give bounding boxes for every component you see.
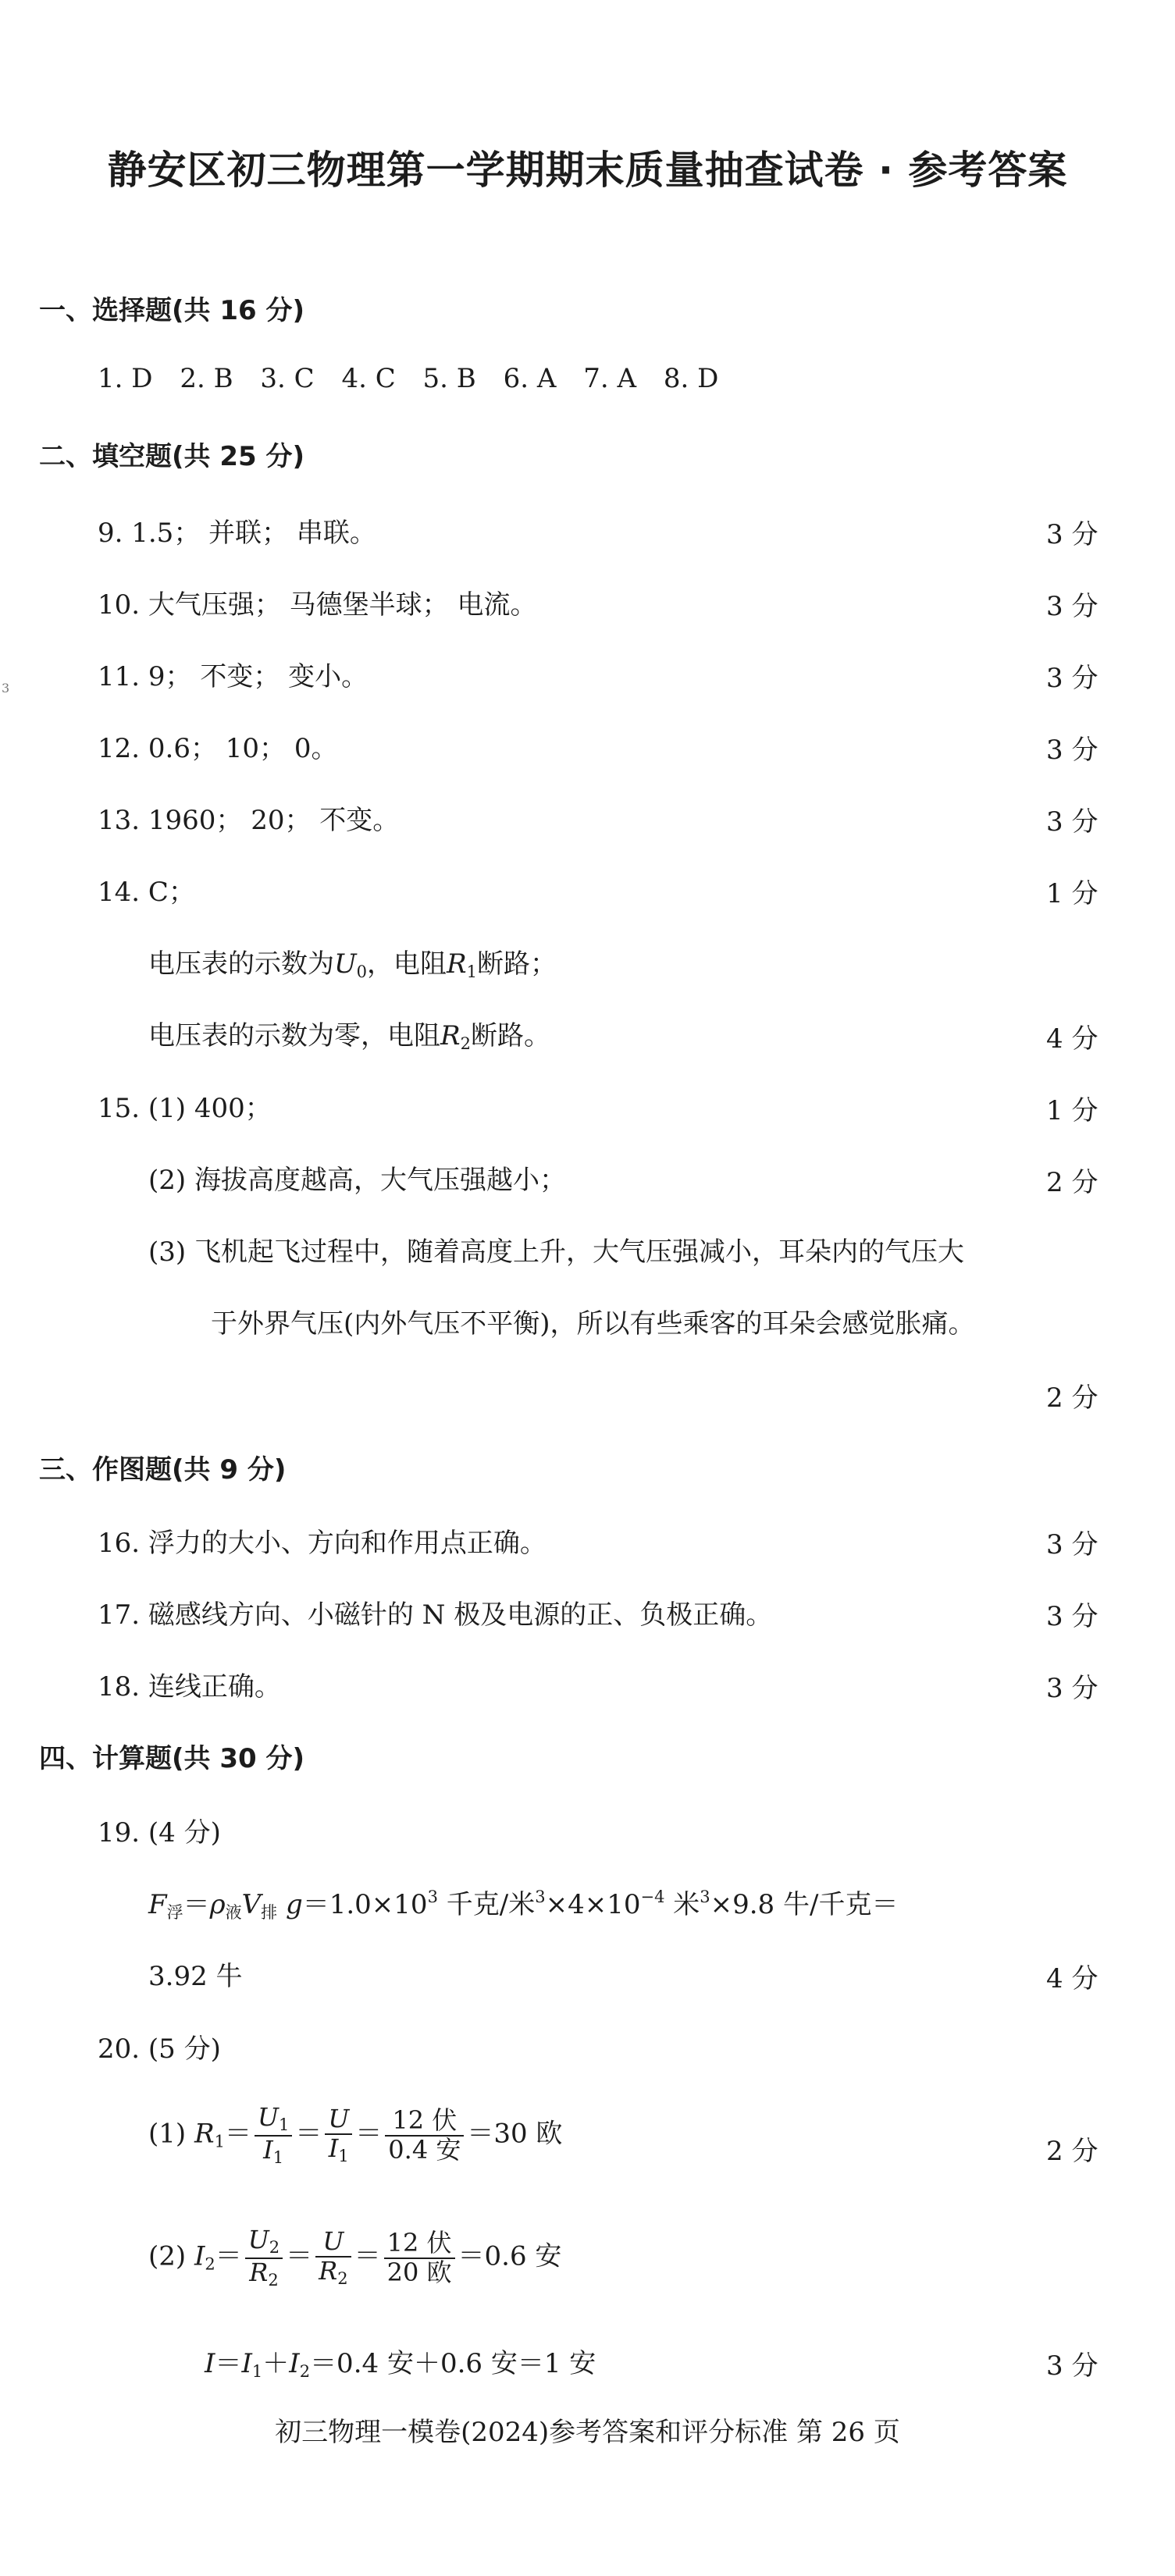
answer-q14: 14. C；	[98, 877, 195, 908]
answer-q15-3-line2: 于外界气压(内外气压不平衡)，所以有些乘客的耳朵会感觉胀痛。	[211, 1308, 975, 1340]
q19-result: 3.92 牛	[148, 1961, 243, 1992]
page-title: 静安区初三物理第一学期期末质量抽查试卷 · 参考答案	[107, 148, 1068, 193]
answer-q10: 10. 大气压强； 马德堡半球； 电流。	[98, 589, 537, 621]
fraction: $\frac{U}{I_1}$	[325, 2105, 352, 2165]
answer-q20-heading: 20. (5 分)	[98, 2033, 221, 2065]
page-footer: 初三物理一模卷(2024)参考答案和评分标准 第 26 页	[275, 2417, 900, 2448]
margin-mark: 3	[2, 681, 10, 696]
answer-q11: 11. 9； 不变； 变小。	[98, 661, 369, 692]
section-heading-calc: 四、计算题(共 30 分)	[39, 1743, 305, 1774]
score-q9: 3 分	[1046, 519, 1098, 550]
answer-q12: 12. 0.6； 10； 0。	[98, 733, 338, 764]
fraction: $\frac{U}{R_2}$	[315, 2228, 351, 2288]
choice-answer: 2. B	[180, 363, 233, 394]
score-q19: 4 分	[1046, 1963, 1098, 1994]
answer-q13: 13. 1960； 20； 不变。	[98, 805, 400, 836]
score-q17: 3 分	[1046, 1601, 1098, 1632]
choice-answer: 4. C	[341, 363, 396, 394]
q20-part2-formula: (2) $I_2=$ $\frac{U_2}{R_2}$ ＝ $\frac{U}{R_2}$ ＝ $\frac{\text{12 伏}}{\text{20 欧}}$ ＝0.6 安	[148, 2225, 562, 2290]
choice-answer: 7. A	[583, 363, 637, 394]
answer-q14-line1: 电压表的示数为$U_0$，电阻$R_1$断路；	[148, 948, 557, 981]
section-heading-fill: 二、填空题(共 25 分)	[39, 441, 305, 472]
answer-q15-1: 15. (1) 400；	[98, 1093, 272, 1124]
q20-part1-formula: (1) $R_1=$ $\frac{U_1}{I_1}$ ＝ $\frac{U}{I_1}$ ＝ $\frac{\text{12 伏}}{\text{0.4 安}}$ ＝30 欧	[148, 2102, 563, 2167]
answer-q15-2: (2) 海拔高度越高，大气压强越小；	[148, 1165, 566, 1196]
score-q13: 3 分	[1046, 806, 1098, 838]
score-q20-2: 3 分	[1046, 2350, 1098, 2382]
score-q12: 3 分	[1046, 735, 1098, 766]
fraction: $\frac{U_1}{I_1}$	[255, 2104, 292, 2167]
score-q10: 3 分	[1046, 591, 1098, 622]
answer-q19-heading: 19. (4 分)	[98, 1817, 221, 1848]
score-q14a: 1 分	[1046, 878, 1098, 909]
q19-formula: $F_浮=\rho_液V_排$ $g=1.0\times 10^3$ 千克/米$^3\times 4\times 10^{-4}$ 米$^3$×9.8 牛/千克＝	[148, 1888, 899, 1922]
fraction: $\frac{\text{12 伏}}{\text{0.4 安}}$	[385, 2107, 464, 2165]
choice-answer: 3. C	[260, 363, 315, 394]
fraction: $\frac{U_2}{R_2}$	[245, 2226, 283, 2290]
choice-answer: 5. B	[422, 363, 476, 394]
choice-answer: 1. D	[98, 363, 153, 394]
answer-q9: 9. 1.5； 并联； 串联。	[98, 518, 376, 549]
answer-q14-line2: 电压表的示数为零，电阻$R_2$断路。	[148, 1020, 550, 1053]
answer-q15-3-line1: (3) 飞机起飞过程中，随着高度上升，大气压强减小，耳朵内的气压大	[148, 1236, 964, 1268]
score-q15-3: 2 分	[1046, 1382, 1098, 1414]
fraction: $\frac{\text{12 伏}}{\text{20 欧}}$	[384, 2229, 455, 2287]
score-q15-2: 2 分	[1046, 1167, 1098, 1198]
section-heading-drawing: 三、作图题(共 9 分)	[39, 1454, 287, 1485]
q20-total-current: $I=I_1+I_2=0.4$ 安＋0.6 安＝1 安	[205, 2348, 596, 2381]
score-q20-1: 2 分	[1046, 2136, 1098, 2167]
score-q18: 3 分	[1046, 1673, 1098, 1704]
choice-answer: 8. D	[663, 363, 719, 394]
answer-q18: 18. 连线正确。	[98, 1671, 281, 1703]
score-q15-1: 1 分	[1046, 1095, 1098, 1126]
score-q14b: 4 分	[1046, 1023, 1098, 1055]
choice-answer: 6. A	[503, 363, 557, 394]
choice-answers	[98, 363, 737, 394]
score-q16: 3 分	[1046, 1529, 1098, 1560]
score-q11: 3 分	[1046, 663, 1098, 694]
answer-q17: 17. 磁感线方向、小磁针的 N 极及电源的正、负极正确。	[98, 1599, 773, 1631]
answer-q16: 16. 浮力的大小、方向和作用点正确。	[98, 1528, 547, 1559]
section-heading-choice: 一、选择题(共 16 分)	[39, 295, 305, 326]
